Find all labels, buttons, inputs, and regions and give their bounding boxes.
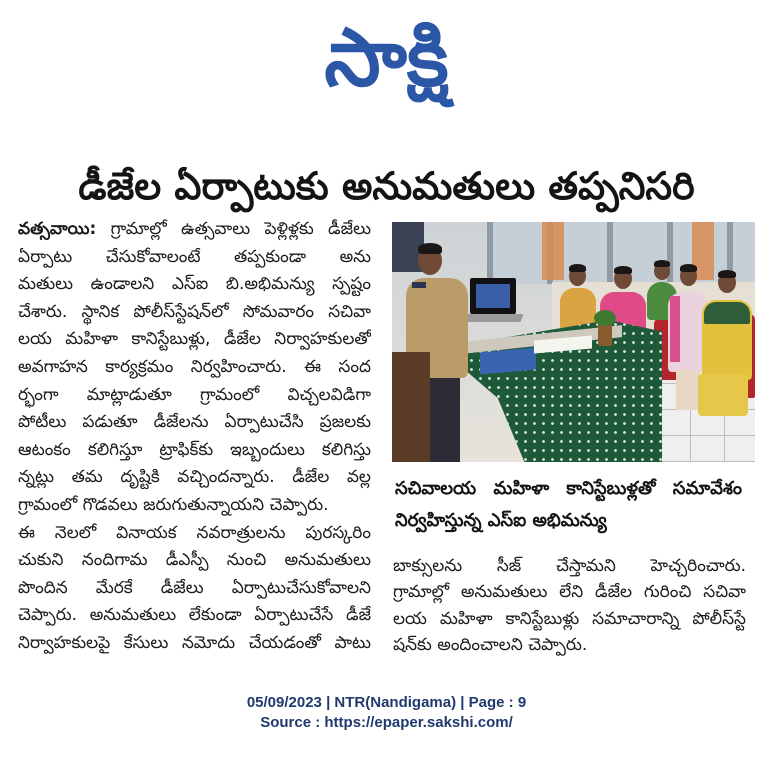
headline: డీజేల ఏర్పాటుకు అనుమతులు తప్పనిసరి bbox=[78, 164, 695, 208]
woman-scarf bbox=[670, 296, 680, 362]
article-line: పోటీలు పడుతూ డీజేలను ఏర్పాటుచేసి ప్రజలకు bbox=[18, 412, 371, 433]
article-line: షన్‌కు అందించాలని చెప్పారు. bbox=[393, 634, 588, 655]
woman-hair bbox=[718, 270, 736, 278]
woman-hair bbox=[614, 266, 632, 274]
plant bbox=[594, 310, 616, 326]
article-line: చుకుని నందిగామ డీఎస్పీ నుంచి అనుమతులు bbox=[18, 550, 371, 571]
photo-caption bbox=[395, 473, 742, 537]
dateline: వత్సవాయి: bbox=[18, 219, 97, 239]
article-line: లయ మహిళా కానిస్టేబుళ్లు, డీజేల నిర్వాహకులతో bbox=[18, 329, 371, 350]
woman-legs bbox=[676, 370, 700, 410]
news-photo bbox=[392, 222, 755, 462]
article-line: గ్రామంలో గొడవలు జరుగుతున్నాయని చెప్పారు. bbox=[18, 494, 329, 515]
article-line: పొందిన మేరకే డీజేలు ఏర్పాటుచేసుకోవాలని bbox=[18, 577, 371, 598]
laptop-display bbox=[476, 284, 510, 308]
source-link[interactable]: Source : https://epaper.sakshi.com/ bbox=[260, 714, 513, 731]
article-line: న్నట్లు తమ దృష్టికి వచ్చిందన్నారు. డీజేల వల్ల bbox=[18, 467, 371, 488]
woman-hair bbox=[680, 264, 697, 272]
officer-hair bbox=[418, 243, 442, 254]
woman-skirt bbox=[698, 374, 748, 416]
article-line: చెప్పారు. అనుమతులు లేకుండా ఏర్పాటుచేసే డీజే bbox=[18, 605, 371, 626]
laptop-base bbox=[463, 314, 524, 322]
article-right-column bbox=[393, 553, 746, 658]
article-line: గ్రామాల్లో అనుమతులు లేని డీజేల గురించి సచివా bbox=[393, 582, 746, 603]
article-line: మతులు ఉండాలని ఎస్‌ఐ బి.అభిమన్యు స్పష్టం bbox=[18, 274, 371, 295]
woman-hair bbox=[654, 260, 670, 267]
article-line: ఏర్పాటు చేసుకోవాలంటే తప్పకుండా అను bbox=[18, 246, 371, 267]
caption-line: సచివాలయ మహిళా కానిస్టేబుళ్లతో సమావేశం bbox=[395, 478, 742, 499]
article-line: నిర్వాహకులపై కేసులు నమోదు చేయడంతో పాటు bbox=[18, 632, 371, 653]
article-left-column bbox=[18, 216, 371, 658]
article-line: చేశారు. స్థానిక పోలీస్‌స్టేషన్‌లో సోమవారం సచివా bbox=[18, 301, 371, 322]
article-line: ర్భంగా మాట్లాడుతూ గ్రామంలో విచ్చలవిడిగా bbox=[18, 384, 371, 405]
shoulder-badge bbox=[412, 282, 426, 288]
article-line: ఈ నెలలో వినాయక నవరాత్రులను పురస్కరిం bbox=[18, 522, 371, 543]
sakshi-logo: సాక్షి bbox=[324, 11, 449, 104]
woman-top bbox=[704, 302, 750, 324]
article-line: బాక్సులను సీజ్ చేస్తామని హెచ్చరించారు. bbox=[393, 556, 746, 576]
edition-info: 05/09/2023 | NTR(Nandigama) | Page : 9 bbox=[246, 694, 527, 711]
wooden-cabinet bbox=[392, 352, 430, 462]
article-line: ఆటంకం కలిగిస్తూ ట్రాఫిక్‌కు ఇబ్బందులు కలిగిస్తు bbox=[18, 439, 371, 460]
article-line bbox=[18, 216, 371, 244]
woman-hair bbox=[569, 264, 586, 272]
caption-line: నిర్వహిస్తున్న ఎస్‌ఐ అభిమన్యు bbox=[395, 510, 607, 531]
curtain bbox=[542, 222, 564, 280]
article-line: లయ మహిళా కానిస్టేబుళ్లు సమాచారాన్ని పోలీస్‌స్టే bbox=[393, 608, 746, 629]
article-line-text: గ్రామాల్లో ఉత్సవాలు పెళ్లిళ్లకు డీజేలు bbox=[110, 219, 371, 239]
article-line: అవగాహన కార్యక్రమం నిర్వహించారు. ఈ సంద bbox=[18, 356, 371, 377]
